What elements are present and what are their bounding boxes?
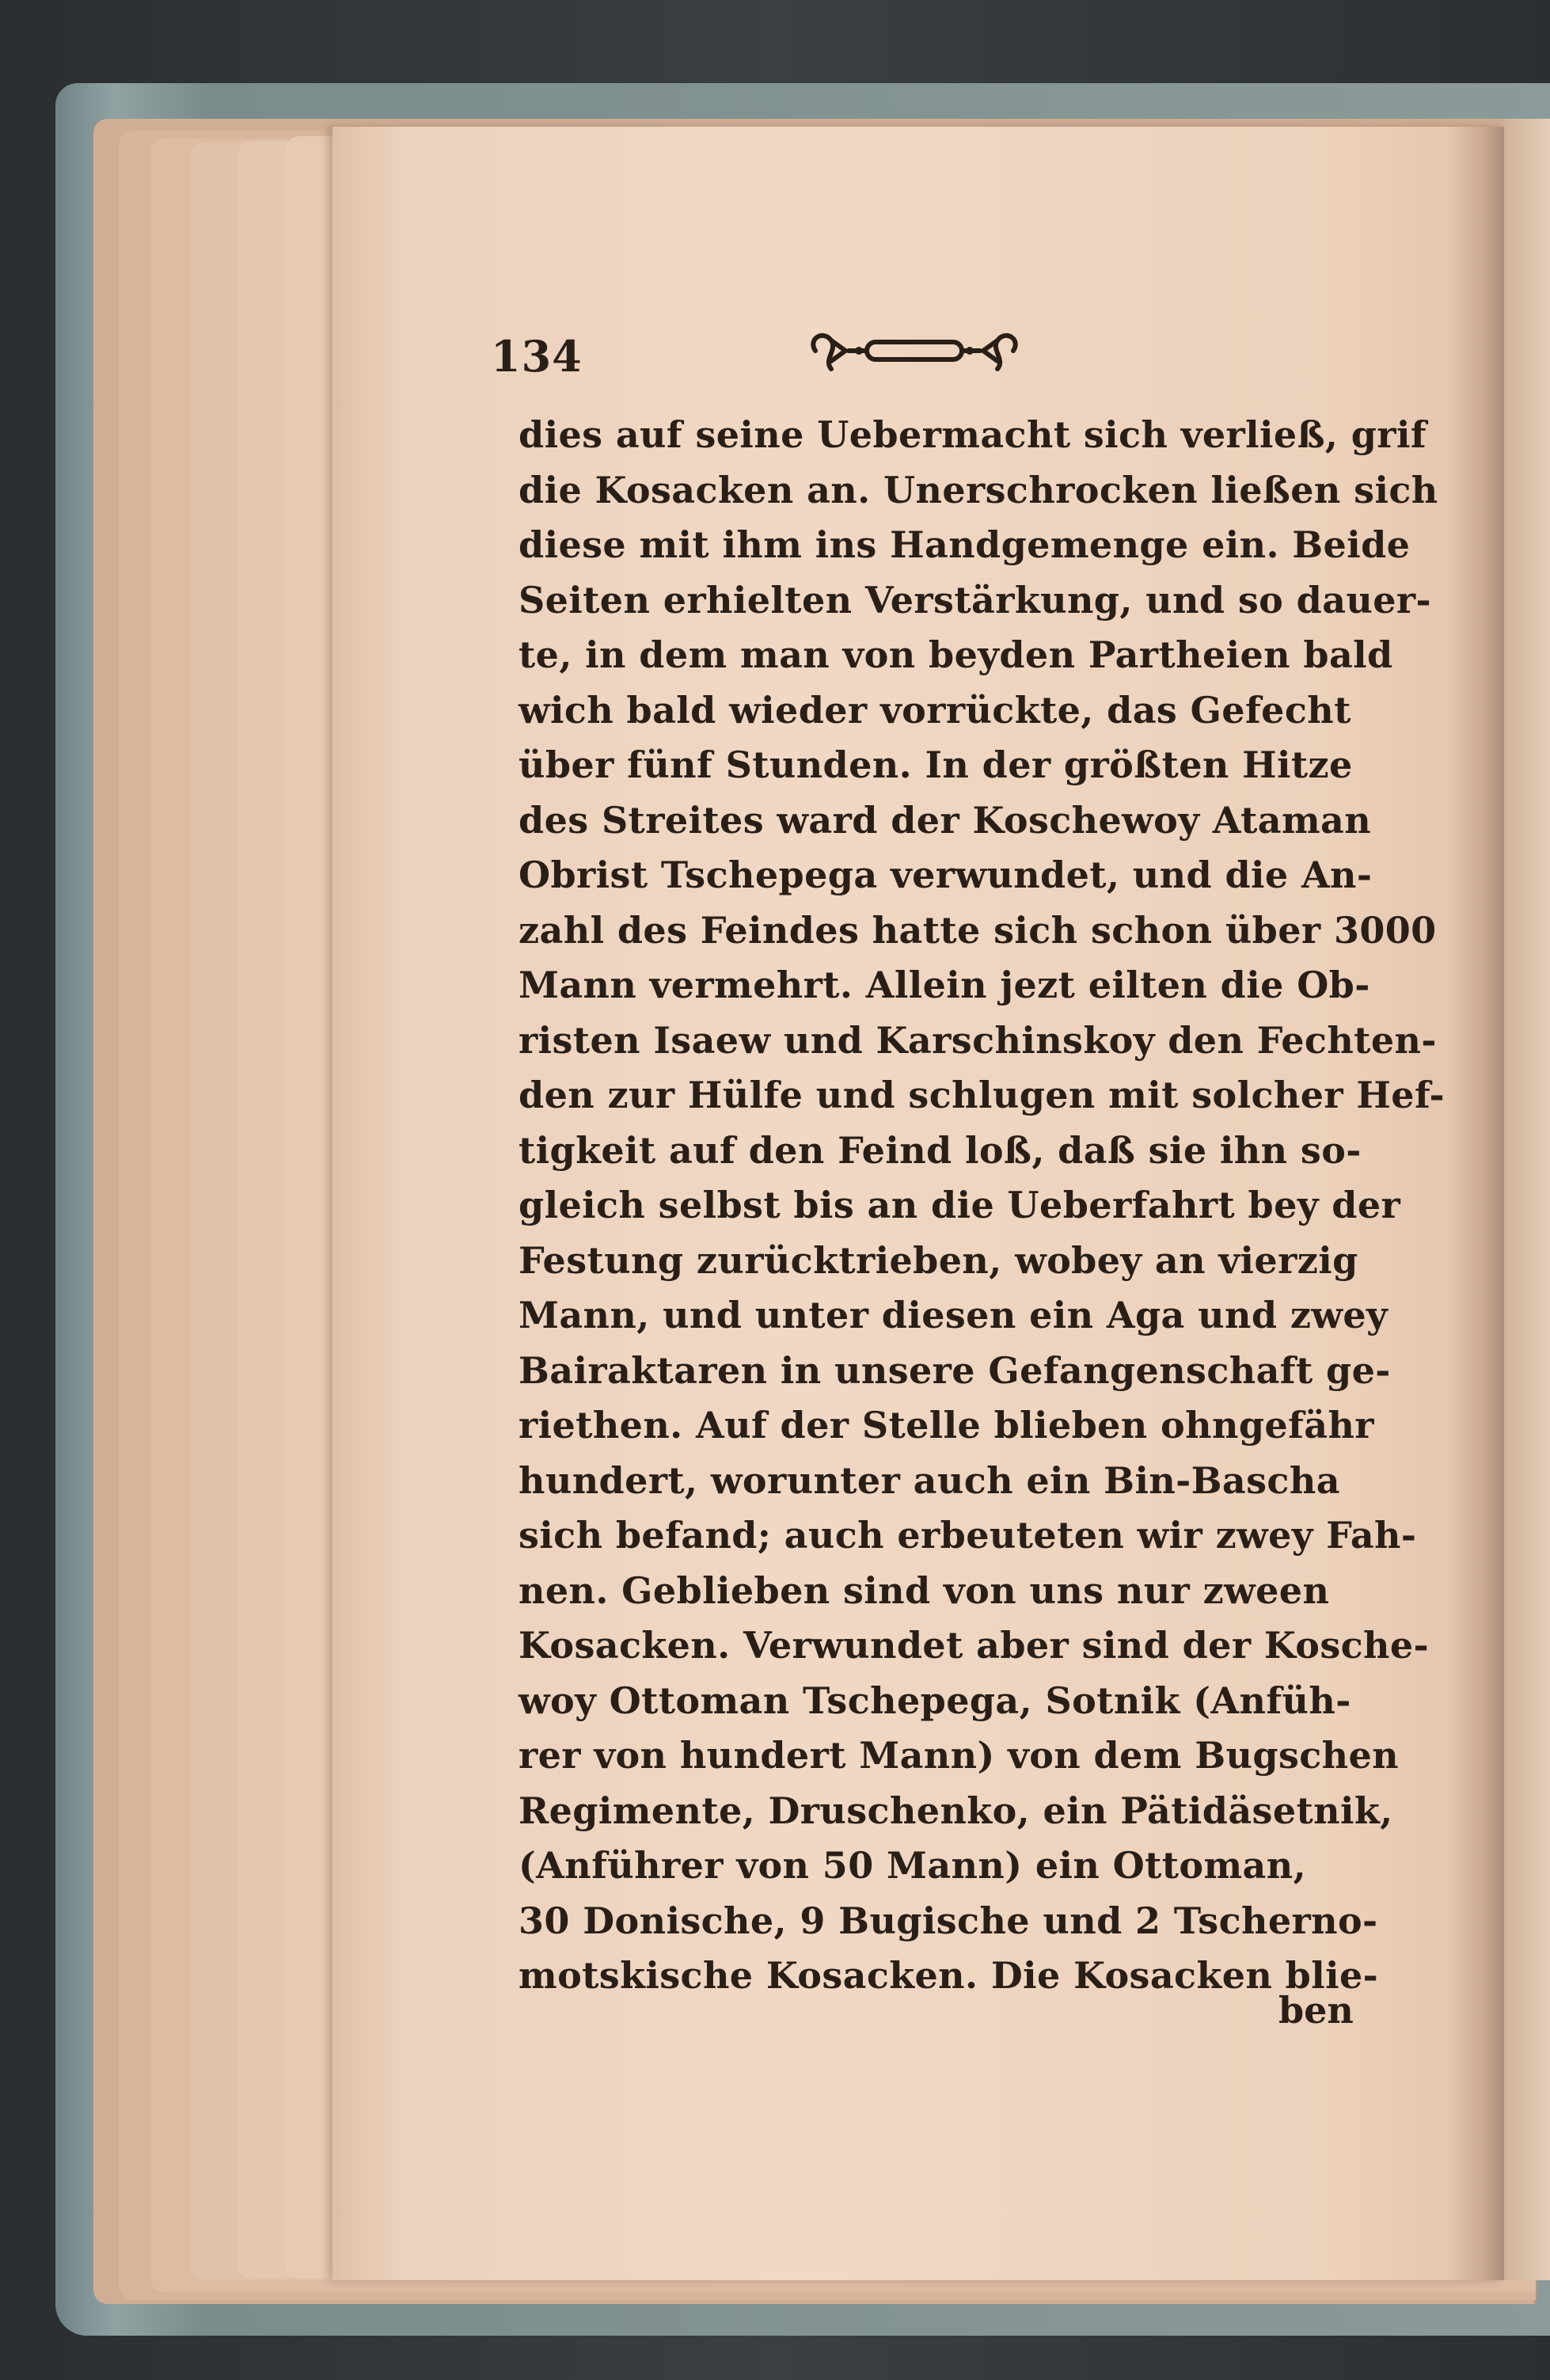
text-line: motskische Kosacken. Die Kosacken blie- <box>519 1954 1379 1997</box>
text-line: zahl des Feindes hatte sich schon über 3000 <box>519 908 1437 952</box>
text-line: Obrist Tschepega verwundet, und die An- <box>519 854 1373 896</box>
text-line: den zur Hülfe und schlugen mit solcher Hef- <box>519 1074 1445 1116</box>
text-line: risten Isaew und Karschinskoy den Fechten- <box>519 1018 1437 1062</box>
facing-page-edge <box>1504 119 1550 2280</box>
page-number: 134 <box>491 331 583 382</box>
text-line: wich bald wieder vorrückte, das Gefecht <box>519 688 1351 732</box>
text-line: Festung zurücktrieben, wobey an vierzig <box>519 1238 1358 1282</box>
ornament-icon <box>800 323 1029 378</box>
text-line: riethen. Auf der Stelle blieben ohngefähr <box>519 1404 1374 1447</box>
text-line: gleich selbst bis an die Ueberfahrt bey der <box>519 1184 1401 1226</box>
text-line: des Streites ward der Koschewoy Ataman <box>519 798 1372 842</box>
text-line: über fünf Stunden. In der größten Hitze <box>519 743 1353 786</box>
page-gutter-shadow <box>1449 127 1504 2280</box>
text-line: Mann, und unter diesen ein Aga und zwey <box>519 1294 1389 1336</box>
body-text <box>519 408 1445 2004</box>
text-line: Kosacken. Verwundet aber sind der Kosche- <box>519 1624 1430 1667</box>
text-line: hundert, worunter auch ein Bin-Bascha <box>519 1458 1340 1502</box>
text-line: rer von hundert Mann) von dem Bugschen <box>519 1734 1400 1777</box>
text-line: die Kosacken an. Unerschrocken ließen sich <box>519 468 1438 511</box>
text-line: Seiten erhielten Verstärkung, und so dauer- <box>519 578 1432 622</box>
text-line: sich befand; auch erbeuteten wir zwey Fah- <box>519 1514 1417 1557</box>
text-line: Bairaktaren in unsere Gefangenschaft ge- <box>519 1348 1391 1392</box>
text-line: Regimente, Druschenko, ein Pätidäsetnik, <box>519 1789 1393 1832</box>
text-line: dies auf seine Uebermacht sich verließ, grif <box>519 413 1427 456</box>
text-line: te, in dem man von beyden Partheien bald <box>519 633 1393 676</box>
text-line: woy Ottoman Tschepega, Sotnik (Anfüh- <box>519 1679 1351 1722</box>
text-line: (Anführer von 50 Mann) ein Ottoman, <box>519 1844 1307 1887</box>
text-line: diese mit ihm ins Handgemenge ein. Beide <box>519 523 1411 566</box>
text-line: 30 Donische, 9 Bugische und 2 Tscherno- <box>519 1899 1378 1942</box>
text-line: tigkeit auf den Feind loß, daß sie ihn so- <box>519 1128 1362 1172</box>
text-line: Mann vermehrt. Allein jezt eilten die Ob- <box>519 964 1370 1006</box>
catchword: ben <box>1278 1989 1354 2032</box>
text-line: nen. Geblieben sind von uns nur zween <box>519 1568 1330 1612</box>
